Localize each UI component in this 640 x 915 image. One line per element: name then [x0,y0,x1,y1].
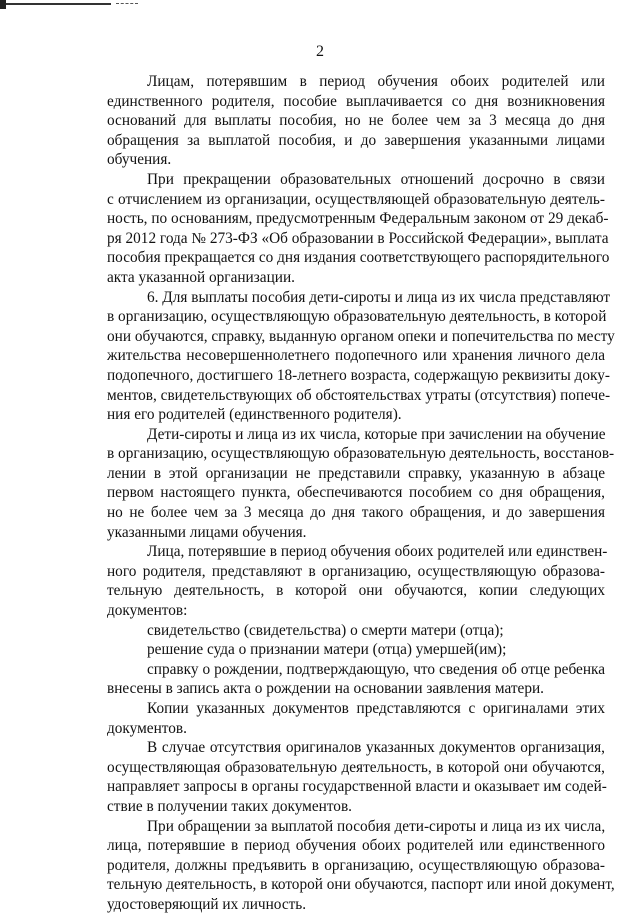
text-line: удостоверяющий их личность. [107,895,307,913]
text-line: акта указанной организации. [107,268,295,286]
text-line: внесены в запись акта о рождении на основании заявления матери. [107,680,544,698]
text-line: единственного родителя, пособие выплачивается со дня возникновения [107,92,605,110]
text-line: 6. Для выплаты пособия дети-сироты и лица из их числа представляют [147,288,611,306]
text-line: первом настоящего пункта, обеспечиваются пособием со дня обращения, [107,484,605,502]
paragraph [107,72,605,170]
text-line: обучения. [107,151,172,169]
paragraph [107,425,615,543]
text-line: Дети-сироты и лица из их числа, которые при зачислении на обучение [147,425,606,443]
text-line: ментов, свидетельствующих об обстоятельствах утраты (отсутствия) попече- [107,386,611,404]
text-line: в организацию, осуществляющую образовательную деятельность, восстанов- [107,445,615,463]
text-line: свидетельство (свидетельства) о смерти матери (отца); [147,621,504,639]
text-line: лении в этой организации не представили справку, указанную в абзаце [107,464,605,482]
text-line: жительства несовершеннолетнего подопечного или хранения личного дела [107,347,605,365]
paragraph [107,621,605,641]
text-line: документов. [107,719,187,737]
text-line: Лица, потерявшие в период обучения обоих родителей или единствен- [147,543,608,561]
text-line: ствие в получении таких документов. [107,797,353,815]
text-line: ного родителя, представляют в организацию, осуществляющую образова- [107,562,605,580]
paragraph [107,817,615,915]
text-line: решение суда о признании матери (отца) умершей(им); [147,641,507,659]
scan-edge-mark [0,0,138,9]
text-line: документов: [107,602,188,620]
page-number: 2 [316,43,324,60]
text-line: в организацию, осуществляющую образовательную деятельность, в которой [107,308,607,326]
paragraph [107,640,605,660]
text-line: ря 2012 года № 273-ФЗ «Об образовании в Российской Федерации», выплата [107,229,609,247]
text-line: справку о рождении, подтверждающую, что сведения об отце ребенка [147,660,605,678]
text-line: они обучаются, справку, выданную органом опеки и попечительства по месту [107,327,615,345]
text-line: осуществляющая образовательную деятельность, в которой они обучаются, [107,758,605,776]
text-line: В случае отсутствия оригиналов указанных документов организация, [147,739,605,757]
text-line: оснований для выплаты пособия, но не более чем за 3 месяца до дня [107,112,605,130]
text-line: При обращении за выплатой пособия дети-сироты и лица из их числа, [147,817,606,835]
text-line: родителя, должны предъявить в организацию, осуществляющую образова- [107,856,605,874]
text-line: Лицам, потерявшим в период обучения обоих родителей или [147,73,605,90]
text-line: указанными лицами обучения. [107,523,307,541]
paragraph [107,699,605,738]
text-line: Копии указанных документов представляются с оригиналами этих [147,700,605,717]
text-line: пособия прекращается со дня издания соответствующего распорядительного [107,249,610,267]
document-body [107,72,615,915]
text-line: ность, по основаниям, предусмотренным Федеральным законом от 29 декаб- [107,210,609,228]
text-line: обращения за выплатой пособия, и до завершения указанными лицами [107,131,605,149]
paragraph [107,542,608,620]
text-line: с отчислением из организации, осуществляющей образовательную деятель- [107,190,605,208]
text-line: лица, потерявшие в период обучения обоих родителей или единственного [107,837,605,855]
text-line: тельную деятельность, в которой они обучаются, копии следующих [107,582,605,600]
paragraph [107,738,605,816]
text-line: подопечного, достигшего 18-летнего возраста, содержащую реквизиты доку- [107,366,610,384]
scan-mark-dash [116,3,138,5]
paragraph [107,288,615,425]
text-line: ния его родителей (единственного родителя). [107,406,402,424]
paragraph [107,170,610,288]
text-line: но не более чем за 3 месяца до дня такого обращения, и до завершения [107,504,605,522]
text-line: При прекращении образовательных отношений досрочно в связи [147,170,605,188]
text-line: направляет запросы в органы государственной власти и оказывает им содей- [107,778,607,796]
paragraph [107,660,605,699]
scan-mark-line [6,3,111,5]
text-line: тельную деятельность, в которой они обучаются, паспорт или иной документ, [107,876,615,894]
